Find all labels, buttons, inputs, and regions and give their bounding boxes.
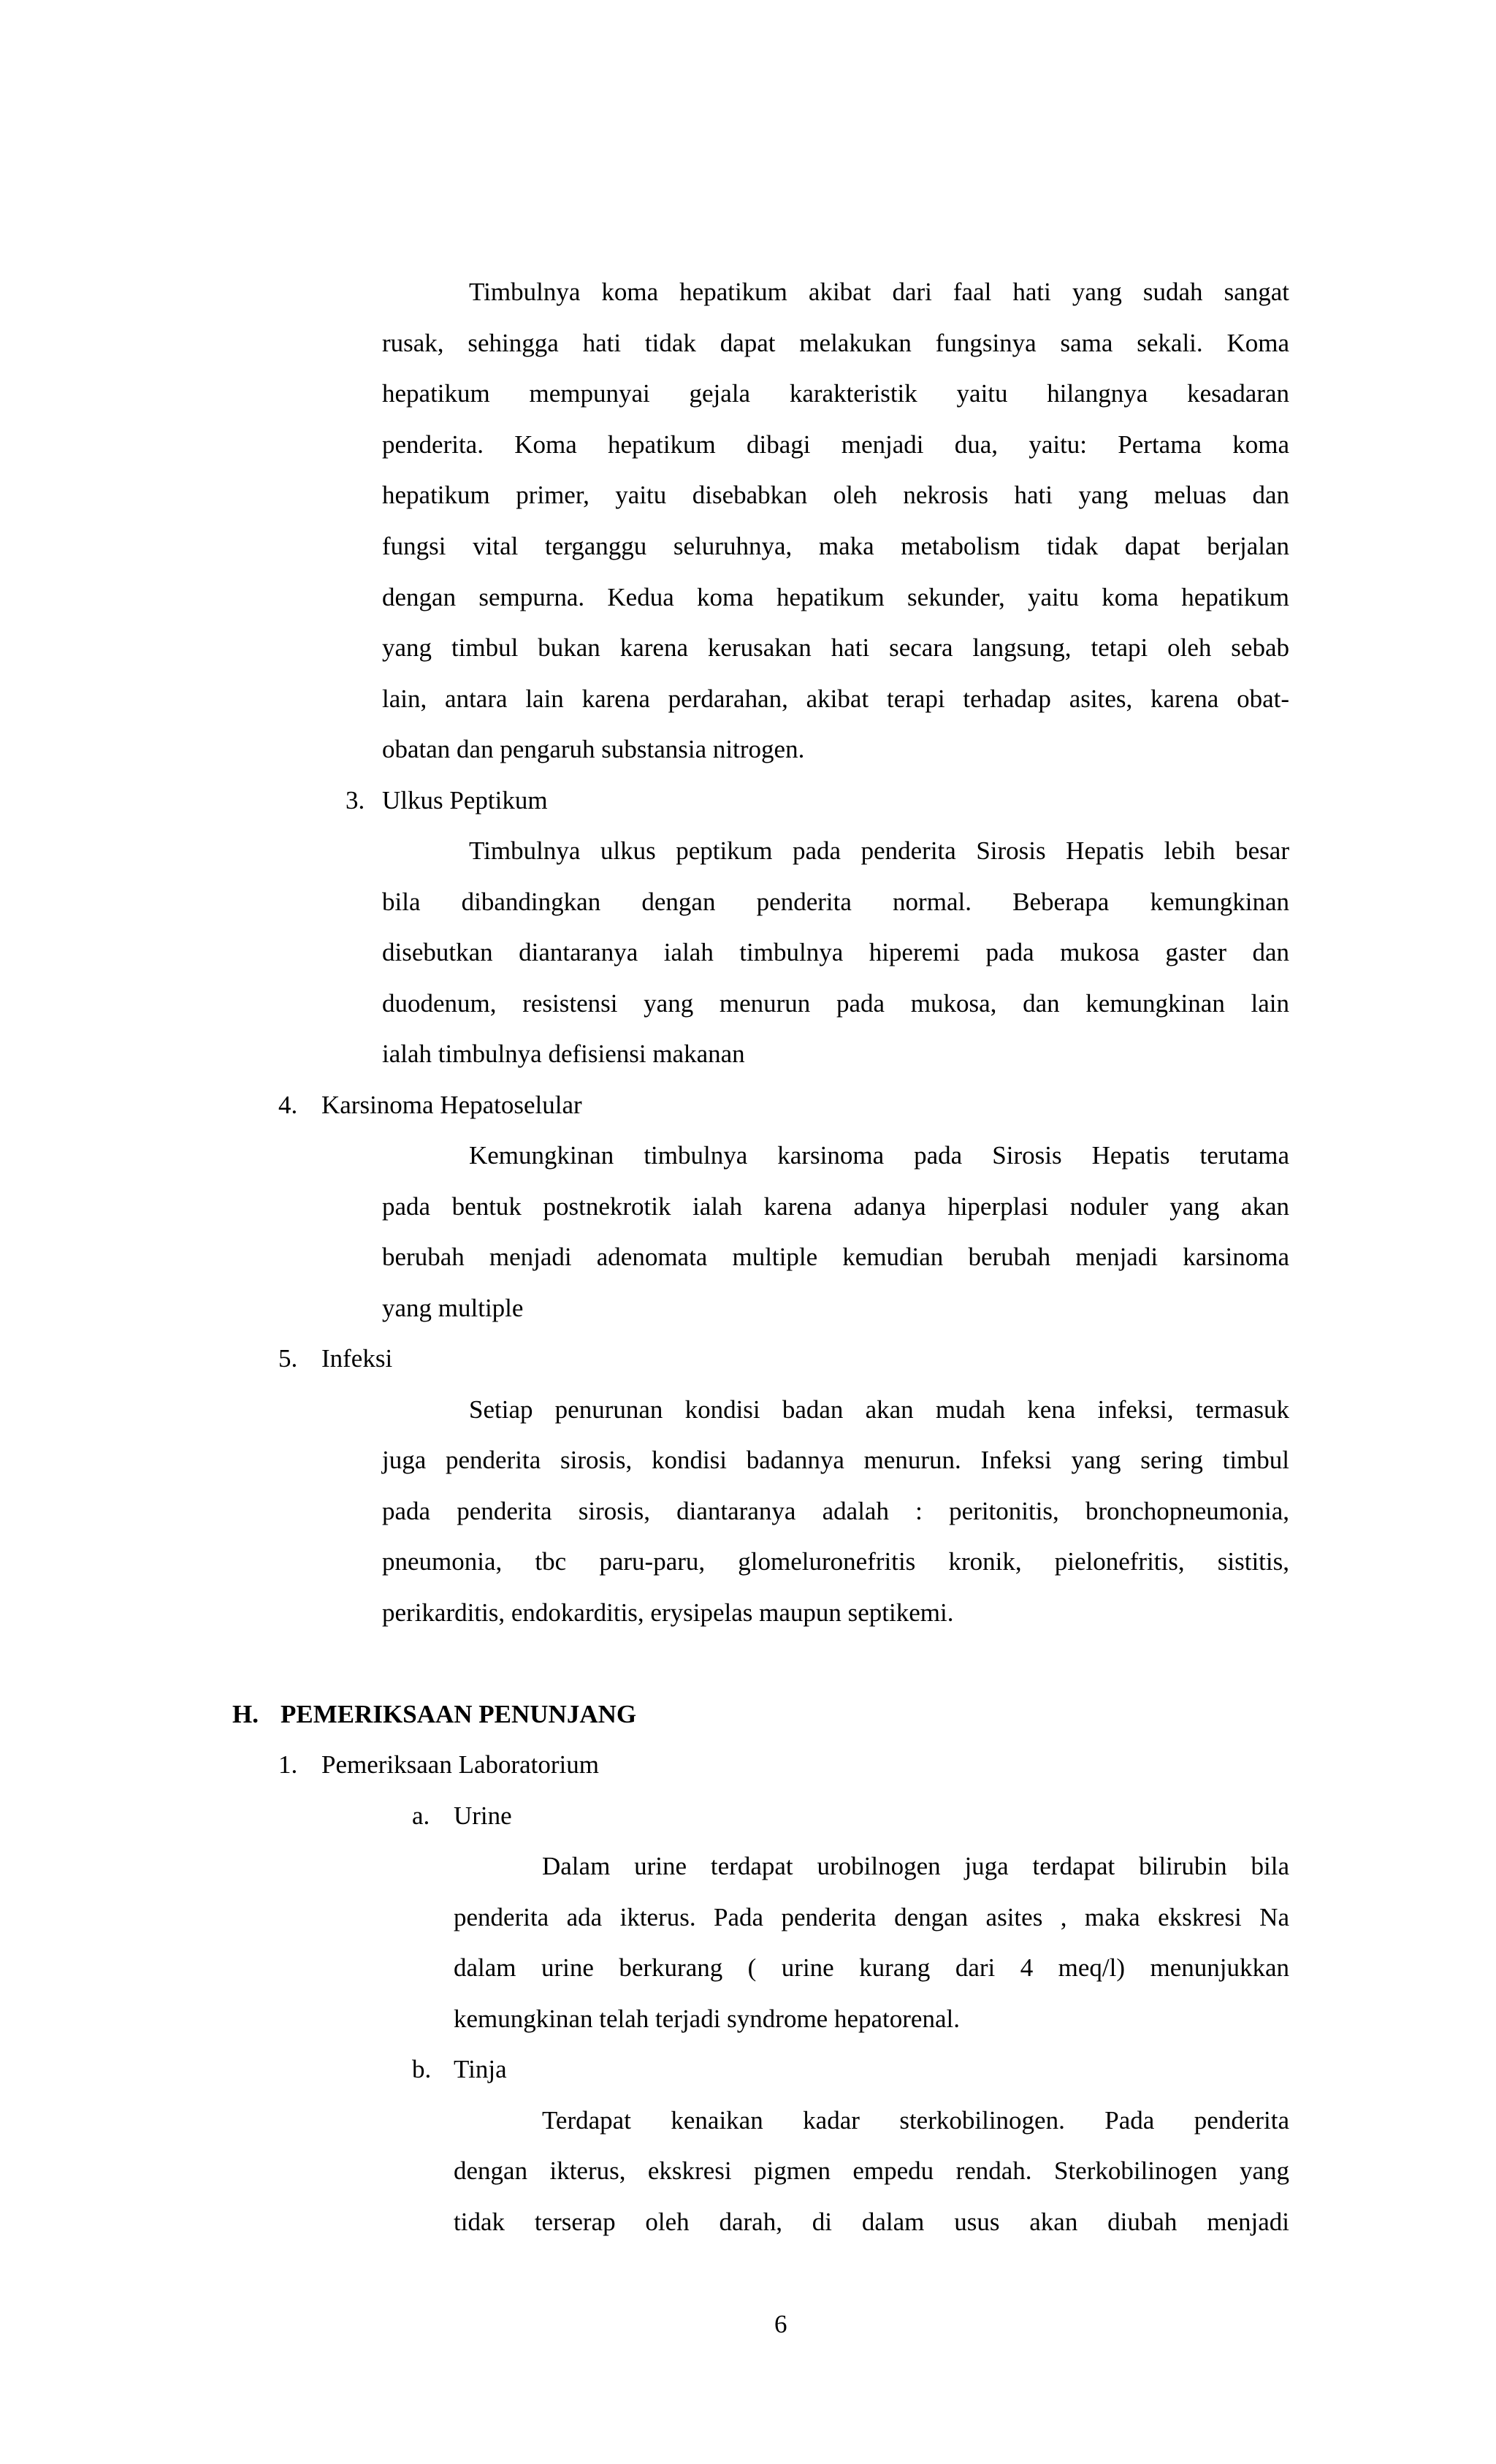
subitem-heading: Tinja bbox=[454, 2055, 507, 2083]
text-line: dengan sempurna. Kedua koma hepatikum sekunder, yaitu koma hepatikum bbox=[382, 583, 1289, 611]
page-number: 6 bbox=[774, 2310, 787, 2338]
text-line: fungsi vital terganggu seluruhnya, maka metabolism tidak dapat berjalan bbox=[382, 532, 1289, 560]
item-heading: Karsinoma Hepatoselular bbox=[321, 1091, 582, 1119]
text-line: hepatikum mempunyai gejala karakteristik yaitu hilangnya kesadaran bbox=[382, 379, 1289, 408]
text-line: ialah timbulnya defisiensi makanan bbox=[382, 1040, 745, 1068]
text-line: obatan dan pengaruh substansia nitrogen. bbox=[382, 735, 805, 763]
text-line: Timbulnya ulkus peptikum pada penderita Sirosis Hepatis lebih besar bbox=[469, 836, 1289, 865]
text-line: juga penderita sirosis, kondisi badannya menurun. Infeksi yang sering timbul bbox=[382, 1446, 1289, 1474]
text-line: bila dibandingkan dengan penderita normal. Beberapa kemungkinan bbox=[382, 888, 1289, 916]
text-line: kemungkinan telah terjadi syndrome hepatorenal. bbox=[454, 2005, 960, 2033]
text-line: yang timbul bukan karena kerusakan hati secara langsung, tetapi oleh sebab bbox=[382, 633, 1289, 662]
text-line: Dalam urine terdapat urobilnogen juga terdapat bilirubin bila bbox=[542, 1852, 1289, 1880]
item-number: 1. bbox=[278, 1750, 298, 1779]
item-heading: Ulkus Peptikum bbox=[382, 786, 548, 815]
text-line: hepatikum primer, yaitu disebabkan oleh nekrosis hati yang meluas dan bbox=[382, 481, 1289, 509]
subitem-letter: b. bbox=[412, 2055, 432, 2083]
text-line: dalam urine berkurang ( urine kurang dari 4 meq/l) menunjukkan bbox=[454, 1953, 1289, 1982]
section-letter: H. bbox=[232, 1700, 259, 1728]
text-line: pada penderita sirosis, diantaranya adalah : peritonitis, bronchopneumonia, bbox=[382, 1497, 1289, 1525]
text-line: berubah menjadi adenomata multiple kemudian berubah menjadi karsinoma bbox=[382, 1243, 1289, 1271]
text-line: penderita. Koma hepatikum dibagi menjadi dua, yaitu: Pertama koma bbox=[382, 430, 1289, 459]
text-line: Terdapat kenaikan kadar sterkobilinogen. Pada penderita bbox=[542, 2106, 1289, 2135]
item-number: 3. bbox=[346, 786, 365, 815]
text-line: disebutkan diantaranya ialah timbulnya hiperemi pada mukosa gaster dan bbox=[382, 938, 1289, 966]
text-line: pada bentuk postnekrotik ialah karena adanya hiperplasi noduler yang akan bbox=[382, 1192, 1289, 1221]
item-heading: Infeksi bbox=[321, 1344, 393, 1373]
text-line: penderita ada ikterus. Pada penderita dengan asites , maka ekskresi Na bbox=[454, 1903, 1289, 1931]
text-line: pneumonia, tbc paru-paru, glomeluronefritis kronik, pielonefritis, sistitis, bbox=[382, 1547, 1289, 1576]
text-line: Timbulnya koma hepatikum akibat dari faal hati yang sudah sangat bbox=[469, 278, 1289, 306]
text-line: tidak terserap oleh darah, di dalam usus akan diubah menjadi bbox=[454, 2208, 1289, 2236]
text-line: Setiap penurunan kondisi badan akan mudah kena infeksi, termasuk bbox=[469, 1395, 1289, 1424]
text-line: Kemungkinan timbulnya karsinoma pada Sirosis Hepatis terutama bbox=[469, 1141, 1289, 1170]
text-line: rusak, sehingga hati tidak dapat melakukan fungsinya sama sekali. Koma bbox=[382, 329, 1289, 357]
item-number: 5. bbox=[278, 1344, 298, 1373]
item-number: 4. bbox=[278, 1091, 298, 1119]
text-line: duodenum, resistensi yang menurun pada mukosa, dan kemungkinan lain bbox=[382, 989, 1289, 1018]
subitem-heading: Urine bbox=[454, 1801, 512, 1830]
text-line: dengan ikterus, ekskresi pigmen empedu rendah. Sterkobilinogen yang bbox=[454, 2156, 1289, 2185]
text-line: lain, antara lain karena perdarahan, akibat terapi terhadap asites, karena obat- bbox=[382, 684, 1289, 713]
text-line: perikarditis, endokarditis, erysipelas maupun septikemi. bbox=[382, 1598, 954, 1627]
subitem-letter: a. bbox=[412, 1801, 430, 1830]
section-title: PEMERIKSAAN PENUNJANG bbox=[280, 1700, 637, 1728]
item-heading: Pemeriksaan Laboratorium bbox=[321, 1750, 600, 1779]
text-line: yang multiple bbox=[382, 1294, 524, 1322]
